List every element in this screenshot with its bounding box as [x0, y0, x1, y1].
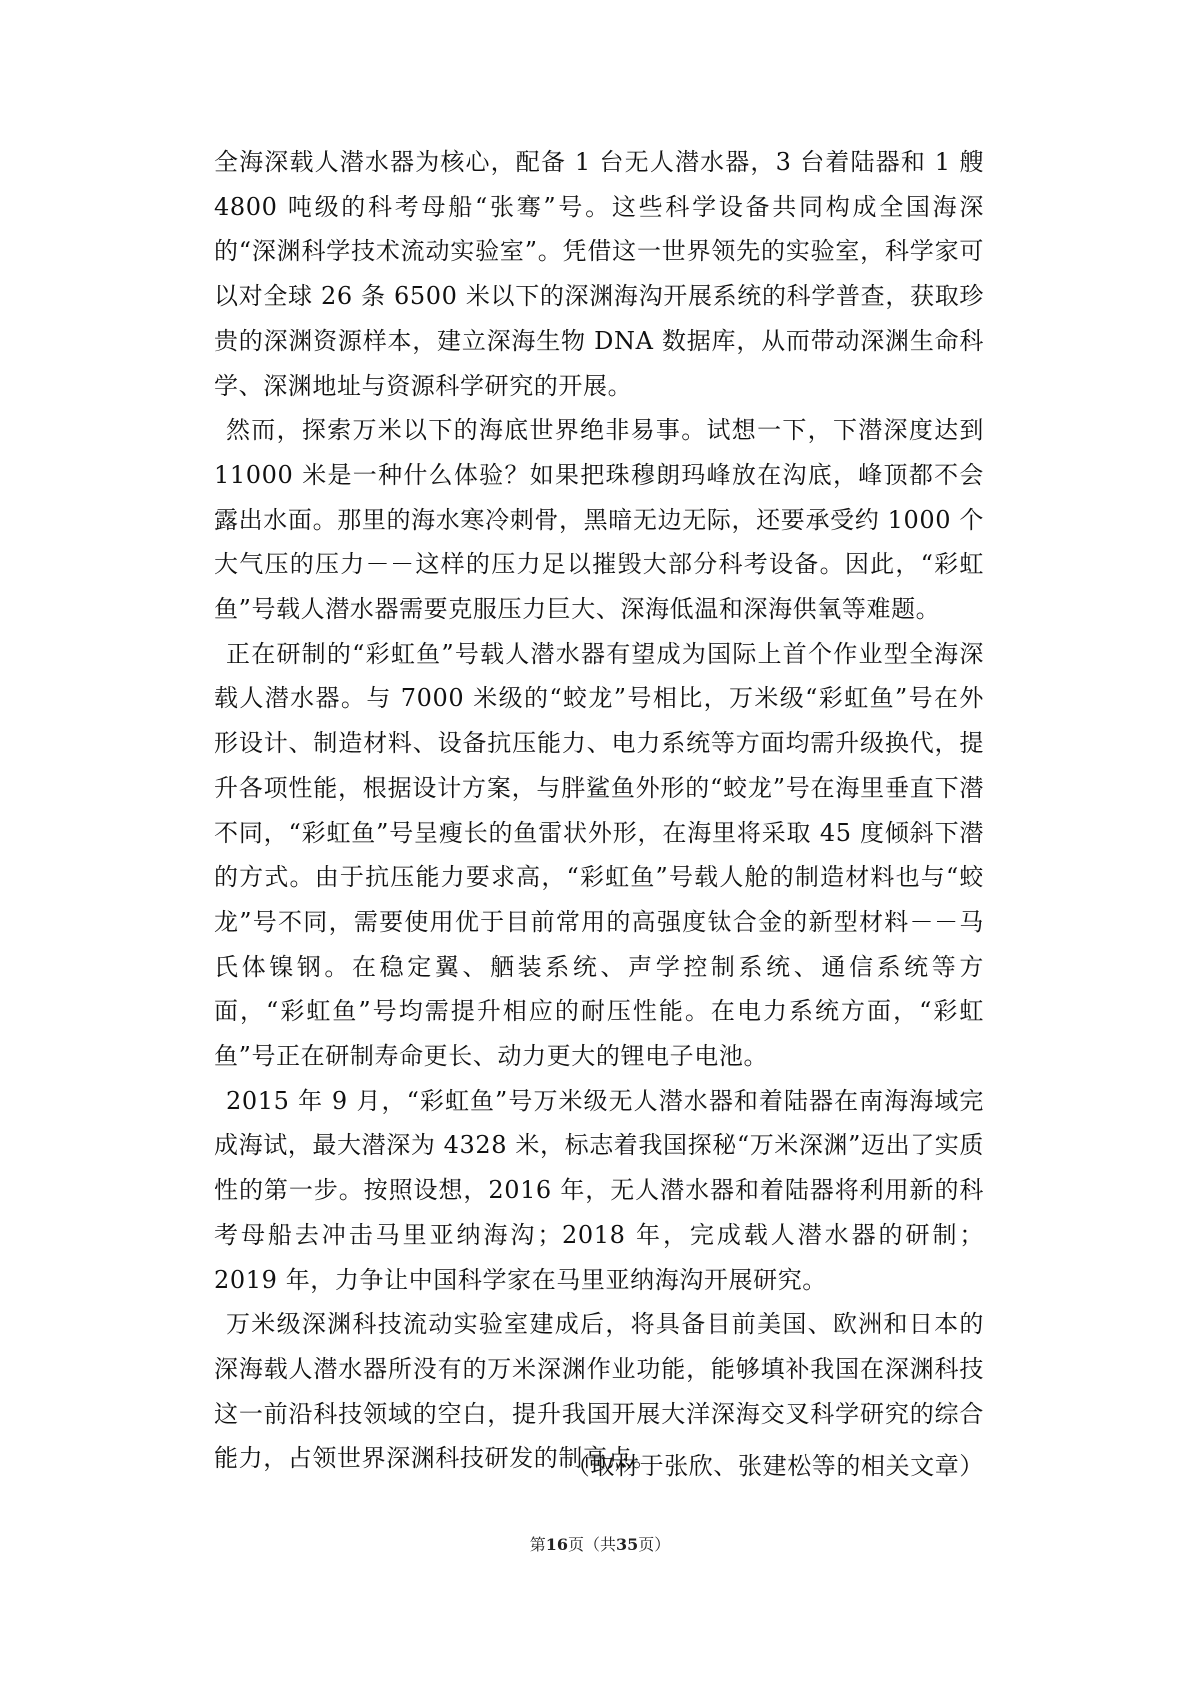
article-paragraph: 2015 年 9 月，“彩虹鱼”号万米级无人潜水器和着陆器在南海海域完成海试，最大潜深为 4328 米，标志着我国探秘“万米深渊”迈出了实质性的第一步。按照设想，2016 年，无人潜水器和着陆器将利用新的科考母船去冲击马里亚纳海沟；2018 年，完成载人潜水器的研制；2019 年，力争让中国科学家在马里亚纳海沟开展研究。	[214, 1086, 984, 1294]
footer-middle: 页（共	[567, 1535, 616, 1554]
page-number-footer	[0, 1534, 1200, 1556]
article-paragraph: 万米级深渊科技流动实验室建成后，将具备目前美国、欧洲和日本的深海载人潜水器所没有的万米深渊作业功能，能够填补我国在深渊科技这一前沿科技领域的空白，提升我国开展大洋深海交叉科学研究的综合能力，占领世界深渊科技研发的制高点。	[214, 1310, 984, 1473]
footer-suffix: 页）	[638, 1535, 671, 1554]
source-attribution: （取材于张欣、张建松等的相关文章）	[565, 1452, 984, 1480]
article-paragraph: 全海深载人潜水器为核心，配备 1 台无人潜水器，3 台着陆器和 1 艘 4800 吨级的科考母船“张骞”号。这些科学设备共同构成全国海深的“深渊科学技术流动实验室”。凭借这一世界领先的实验室，科学家可以对全球 26 条 6500 米以下的深渊海沟开展系统的科学普查，获取珍贵的深渊资源样本，建立深海生物 DNA 数据库，从而带动深渊生命科学、深渊地址与资源科学研究的开展。	[214, 148, 984, 400]
article-paragraph: 正在研制的“彩虹鱼”号载人潜水器有望成为国际上首个作业型全海深载人潜水器。与 7000 米级的“蛟龙”号相比，万米级“彩虹鱼”号在外形设计、制造材料、设备抗压能力、电力系统等方面均需升级换代，提升各项性能，根据设计方案，与胖鲨鱼外形的“蛟龙”号在海里垂直下潜不同，“彩虹鱼”号呈瘦长的鱼雷状外形，在海里将采取 45 度倾斜下潜的方式。由于抗压能力要求高，“彩虹鱼”号载人舱的制造材料也与“蛟龙”号不同，需要使用优于目前常用的高强度钛合金的新型材料－－马氏体镍钢。在稳定翼、舾装系统、声学控制系统、通信系统等方面，“彩虹鱼”号均需提升相应的耐压性能。在电力系统方面，“彩虹鱼”号正在研制寿命更长、动力更大的锂电子电池。	[214, 639, 984, 1071]
article-paragraph: 然而，探索万米以下的海底世界绝非易事。试想一下，下潜深度达到 11000 米是一种什么体验？如果把珠穆朗玛峰放在沟底，峰顶都不会露出水面。那里的海水寒冷刺骨，黑暗无边无际，还要承受约 1000 个大气压的压力－－这样的压力足以摧毁大部分科考设备。因此，“彩虹鱼”号载人潜水器需要克服压力巨大、深海低温和深海供氧等难题。	[214, 416, 984, 624]
article-body	[214, 140, 984, 1481]
total-page-count: 35	[616, 1535, 639, 1554]
footer-prefix: 第	[529, 1535, 546, 1554]
current-page-number: 16	[545, 1535, 568, 1554]
